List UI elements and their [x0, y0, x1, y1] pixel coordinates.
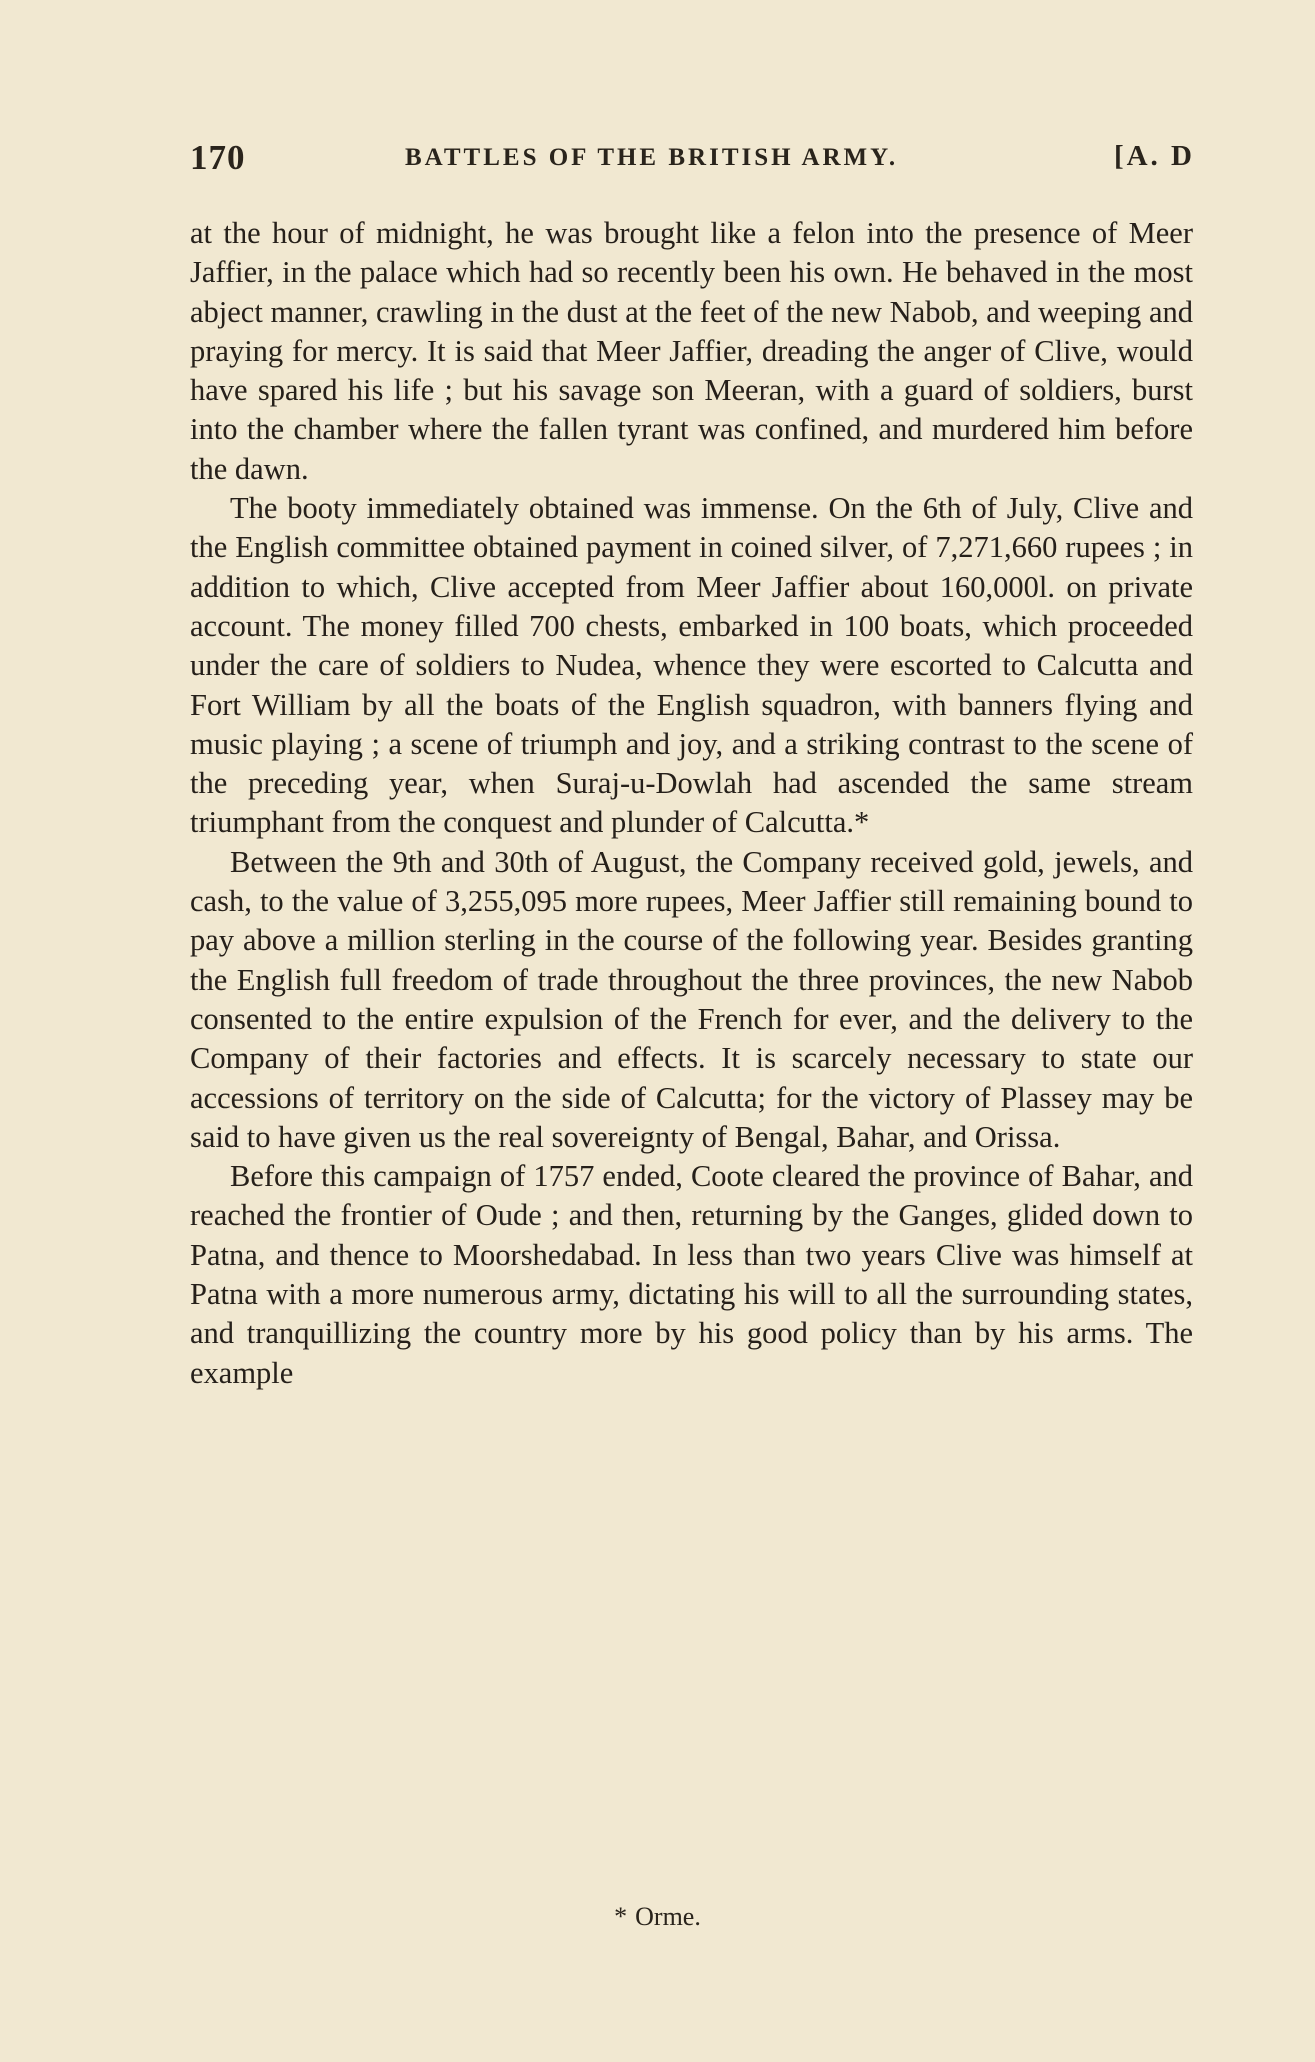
body-text [190, 214, 1193, 1393]
footnote-text: Orme. [635, 1902, 701, 1931]
paragraph-1: at the hour of midnight, he was brought like a felon into the presence of Meer Jaffier, in the palace which had so recently been his own. He behaved in the most abject manner, crawling in the dust at the feet of the new Nabob, and weeping and praying for mercy. It is said that Meer Jaffier, dreading the anger of Clive, would have spared his life ; but his savage son Meeran, with a guard of soldiers, burst into the chamber where the fallen tyrant was confined, and murdered him before the dawn. [190, 216, 1193, 486]
paragraph-4: Before this campaign of 1757 ended, Coote cleared the province of Bahar, and reached the frontier of Oude ; and then, returning by the Ganges, glided down to Patna, and thence to Moorshedabad. In less than two years Clive was himself at Patna with a more numerous army, dictating his will to all the surrounding states, and tranquillizing the country more by his good policy than by his arms. The example [190, 1159, 1193, 1390]
running-date: [A. D [1113, 140, 1195, 172]
paragraph-2: The booty immediately obtained was immense. On the 6th of July, Clive and the English committee obtained payment in coined silver, of 7,271,660 rupees ; in addition to which, Clive accepted from Meer Jaffier about 160,000l. on private account. The money filled 700 chests, embarked in 100 boats, which proceeded under the care of soldiers to Nudea, whence they were escorted to Calcutta and Fort William by all the boats of the English squadron, with banners flying and music playing ; a scene of triumph and joy, and a striking contrast to the scene of the preceding year, when Suraj-u-Dowlah had ascended the same stream triumphant from the conquest and plunder of Calcutta.* [190, 491, 1193, 840]
paragraph-3: Between the 9th and 30th of August, the Company received gold, jewels, and cash, to the value of 3,255,095 more rupees, Meer Jaffier still remaining bound to pay above a million sterling in the course of the following year. Besides granting the English full freedom of trade throughout the three provinces, the new Nabob consented to the entire expulsion of the French for ever, and the delivery to the Company of their factories and effects. It is scarcely necessary to state our accessions of territory on the side of Calcutta; for the victory of Plassey may be said to have given us the real sovereignty of Bengal, Bahar, and Orissa. [190, 844, 1193, 1154]
footnote [0, 1902, 1315, 1932]
page-number: 170 [190, 138, 246, 177]
footnote-mark: * [614, 1902, 628, 1931]
page-header [190, 138, 1195, 186]
running-title: BATTLES OF THE BRITISH ARMY. [405, 144, 899, 171]
